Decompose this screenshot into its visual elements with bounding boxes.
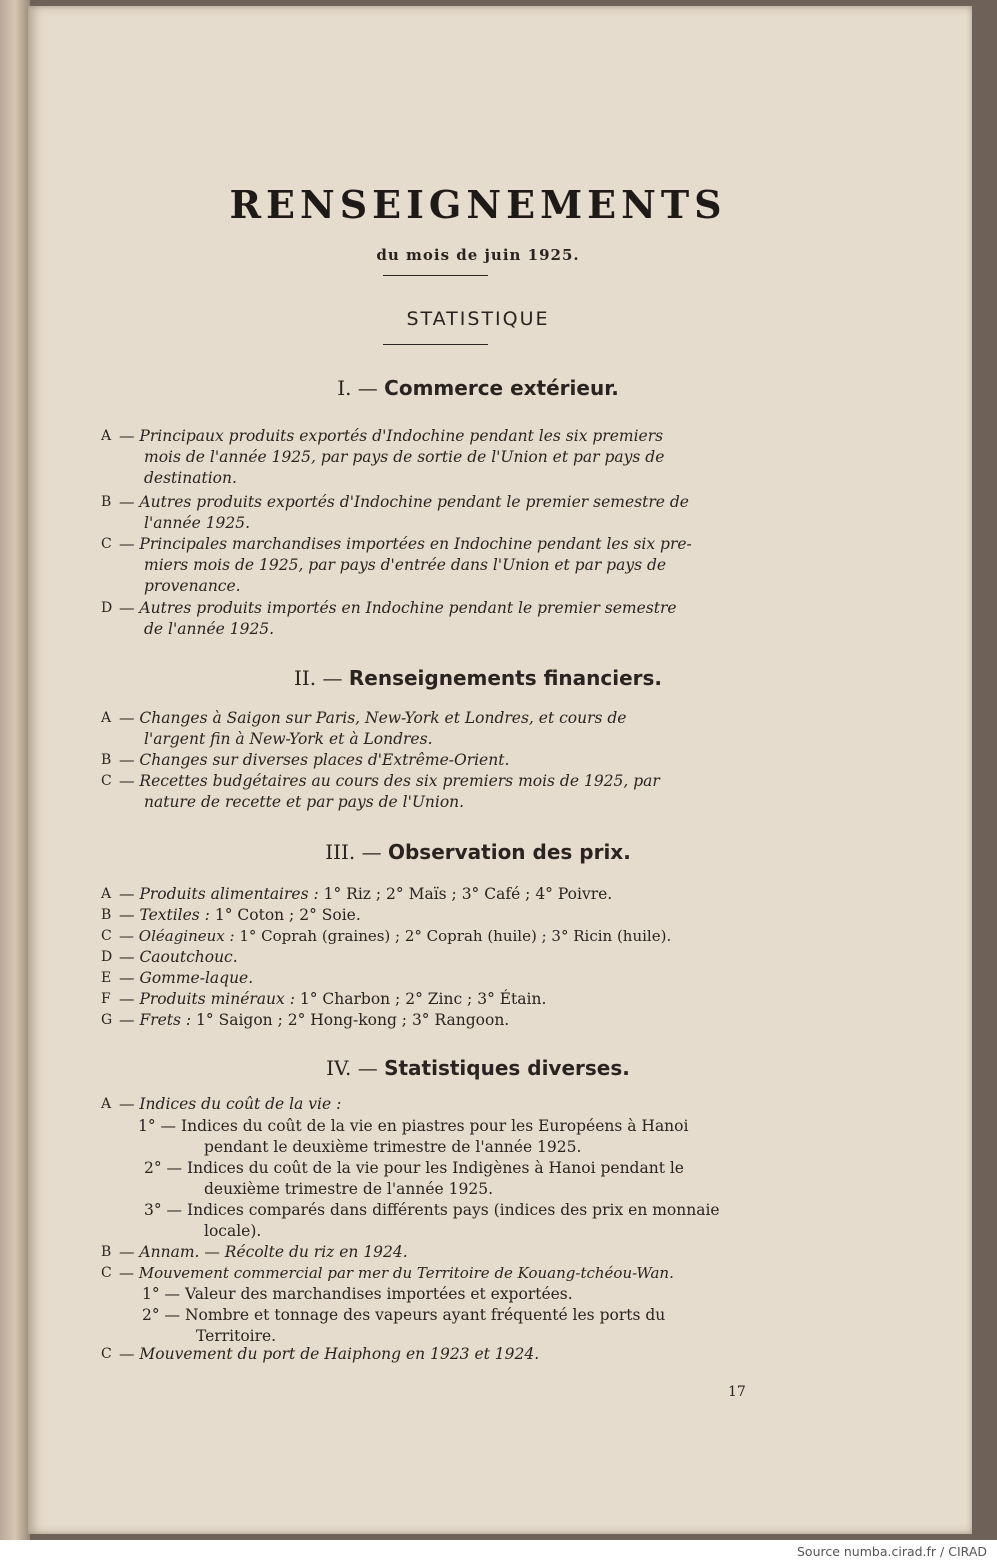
page-subtitle: du mois de juin 1925. [376,246,580,264]
page-title: RENSEIGNEMENTS [229,182,727,227]
sub-item: 1° — Indices du coût de la vie en piastres pour les Européens à Hanoi pendant le deuxième trimestre de l'année 1925. [138,1117,689,1156]
sub-item: 2° — Indices du coût de la vie pour les Indigènes à Hanoi pendant le deuxième trimestre de l'année 1925. [144,1159,684,1198]
section-title: IV. — Statistiques diverses. [326,1056,630,1080]
divider [383,275,488,276]
page-number: 17 [728,1384,746,1400]
section-title: II. — Renseignements financiers. [293,666,663,690]
source-credit: Source numba.cirad.fr / CIRAD [796,1544,987,1559]
section-title: I. — Commerce extérieur. [337,376,619,400]
section-title: III. — Observation des prix. [325,840,631,864]
sub-item: 3° — Indices comparés dans différents pays (indices des prix en monnaie locale). [144,1201,720,1240]
document-page: RENSEIGNEMENTS du mois de juin 1925. STATISTIQUE I. — Commerce extérieur. A — Principaux produits exportés d'Indochine pendant les six premiers mois de l'année 1925, par pays de sortie de l'Union et par pays de destination. B — Autres produits exportés d'Indochine pendant le premier semestre de l'année 1925. C — Principales marchandises importées en Indochine pendant les six pre- miers mois de 1925, par pays d'entrée dans l'Union et par pays de provenance. D — Autres produits importés en Indochine pendant le premier semestre de l'année 1925. II. — Renseignements financiers. A — Changes à Saigon sur Paris, New-York et Londres, et cours de l'argent fin à New-York et à Londres. B — Changes sur diverses places d'Extrême-Orient. C — Recettes budgétaires au cours des six premiers mois de 1925, par nature de recette et par pays de l'Union. III. — Observation des prix. A — Produits alimentaires : 1° Riz ; 2° Maïs ; 3° Café ; 4° Poivre. B — Textiles : 1° Coton ; 2° Soie. C — Oléagineux : 1° Coprah (graines) ; 2° Coprah (huile) ; 3° Ricin (huile). D — Caoutchouc. E — Gomme-laque. F — Produits minéraux : 1° Charbon ; 2° Zinc ; 3° Étain. G — Frets : 1° Saigon ; 2° Hong-kong ; 3° Rangoon. IV. — Statistiques diverses. A — Indices du coût de la vie : 1° — Indices du coût de la vie en piastres pour les Européens à Hanoi pendant le deuxième trimestre de l'année 1925. 2° — Indices du coût de la vie pour les Indigènes à Hanoi pendant le deuxième trimestre de l'année 1925. 3° — Indices comparés dans différents pays (indices des prix en monnaie locale). B — Annam. — Récolte du riz en 1924. C — Mouvement commercial par mer du Territoire de Kouang-tchéou-Wan. 1° — Valeur des marchandises importées et exportées. 2° — Nombre et tonnage des vapeurs ayant fréquenté les ports du Territoire. C — Mouvement du port de Haiphong en 1923 et 1924. 17 [28,6,972,1534]
sub-item: 1° — Valeur des marchandises importées et exportées. [142,1285,573,1303]
sub-item: 2° — Nombre et tonnage des vapeurs ayant fréquenté les ports du Territoire. [142,1306,666,1345]
section-heading: STATISTIQUE [406,308,550,330]
facing-page-edge [0,0,30,1540]
divider [383,344,488,345]
